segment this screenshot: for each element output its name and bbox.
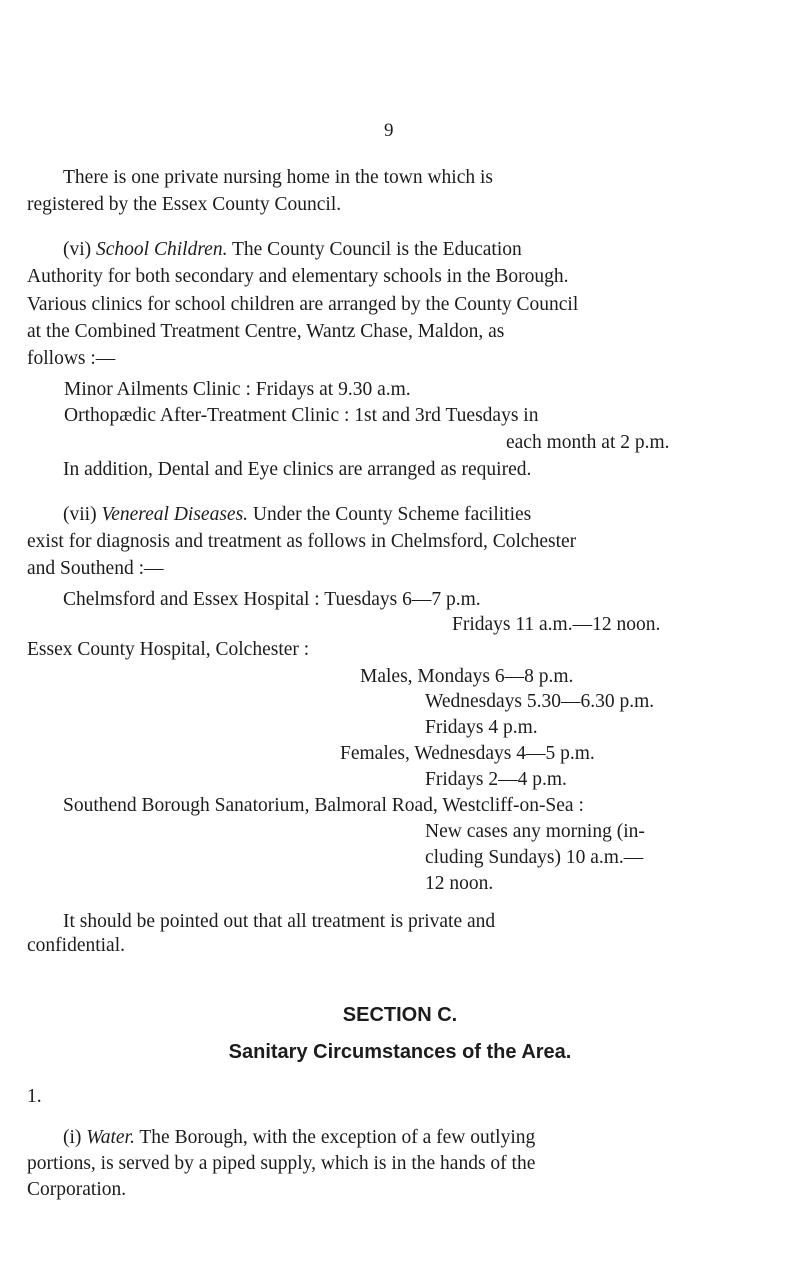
venereal-line-2: exist for diagnosis and treatment as follows in Chelmsford, Colchester — [27, 531, 577, 552]
water-heading: Water. — [86, 1127, 135, 1148]
venereal-line-3: and Southend :— — [27, 558, 164, 579]
water-num: (i) — [63, 1127, 87, 1148]
section-title: SECTION C. — [342, 1004, 458, 1026]
dental-eye-clinics: In addition, Dental and Eye clinics are arranged as required. — [63, 459, 532, 480]
southend-sanatorium: Southend Borough Sanatorium, Balmoral Road, Westcliff-on-Sea : — [63, 795, 584, 816]
nursing-home-line-1: There is one private nursing home in the town which is — [63, 167, 493, 188]
chelmsford-hospital-tuesdays: Chelmsford and Essex Hospital : Tuesdays 6—7 p.m. — [63, 589, 481, 610]
water-line-2: portions, is served by a piped supply, which is in the hands of the — [27, 1153, 536, 1174]
males-fridays: Fridays 4 p.m. — [425, 717, 538, 738]
confidential-note-line-1: It should be pointed out that all treatment is private and — [63, 911, 496, 932]
males-wednesdays: Wednesdays 5.30—6.30 p.m. — [425, 691, 655, 712]
southend-line-4: 12 noon. — [425, 873, 494, 894]
chelmsford-hospital-fridays: Fridays 11 a.m.—12 noon. — [452, 614, 661, 635]
school-children-heading: School Children. — [96, 239, 228, 260]
males-mondays: Males, Mondays 6—8 p.m. — [360, 666, 574, 687]
school-children-line-3: Various clinics for school children are arranged by the County Council — [27, 294, 579, 315]
water-line-1 — [63, 1126, 535, 1150]
venereal-line-1-text: Under the County Scheme facilities — [248, 504, 532, 525]
water-line-1-text: The Borough, with the exception of a few outlying — [134, 1127, 536, 1148]
venereal-heading: Venereal Diseases. — [101, 504, 249, 525]
school-children-line-2: Authority for both secondary and elementary schools in the Borough. — [27, 266, 569, 287]
school-children-line-1 — [63, 238, 522, 262]
orthopaedic-clinic-line-2: each month at 2 p.m. — [506, 432, 670, 453]
nursing-home-line-2: registered by the Essex County Council. — [27, 194, 342, 215]
school-children-line-4: at the Combined Treatment Centre, Wantz Chase, Maldon, as — [27, 321, 505, 342]
essex-county-hospital: Essex County Hospital, Colchester : — [27, 639, 310, 660]
school-children-num: (vi) — [63, 239, 97, 260]
school-children-line-5: follows :— — [27, 348, 116, 369]
southend-line-2: New cases any morning (in- — [425, 821, 645, 842]
minor-ailments-clinic: Minor Ailments Clinic : Fridays at 9.30 a.m. — [64, 379, 411, 400]
water-line-3: Corporation. — [27, 1179, 127, 1200]
venereal-num: (vii) — [63, 504, 102, 525]
school-children-line-1-text: The County Council is the Education — [227, 239, 522, 260]
venereal-line-1 — [63, 503, 531, 527]
females-fridays: Fridays 2—4 p.m. — [425, 769, 567, 790]
orthopaedic-clinic-line-1: Orthopædic After-Treatment Clinic : 1st and 3rd Tuesdays in — [64, 405, 539, 426]
section-subtitle: Sanitary Circumstances of the Area. — [228, 1041, 572, 1063]
southend-line-3: cluding Sundays) 10 a.m.— — [425, 847, 644, 868]
confidential-note-line-2: confidential. — [27, 935, 126, 956]
section-item-number: 1. — [27, 1086, 42, 1107]
page-number: 9 — [384, 120, 394, 141]
females-wednesdays: Females, Wednesdays 4—5 p.m. — [340, 743, 595, 764]
